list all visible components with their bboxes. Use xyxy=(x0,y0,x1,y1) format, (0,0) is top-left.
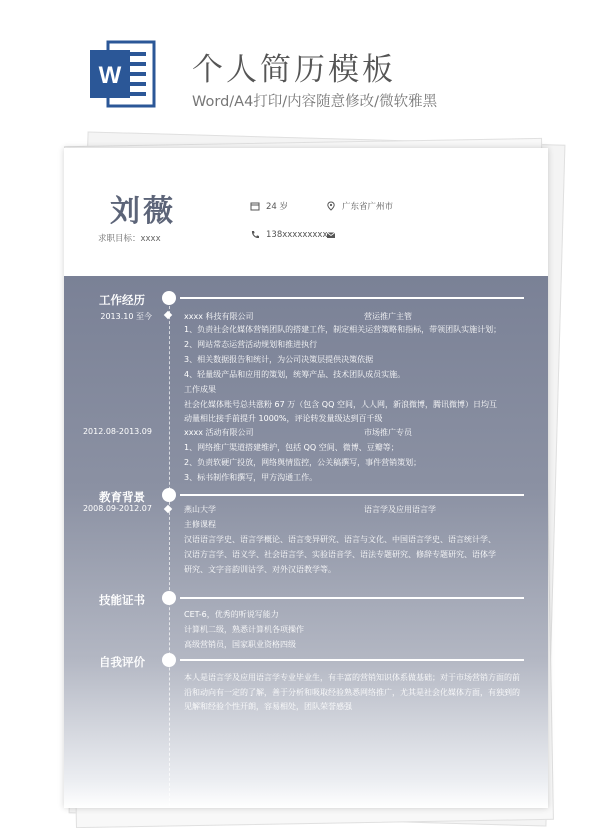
timeline-dot xyxy=(162,653,176,667)
promo-title: 个人简历模板 xyxy=(192,52,396,88)
company-name: xxxx 科技有限公司 xyxy=(184,312,254,321)
job-detail-line: 工作成果 xyxy=(184,385,216,394)
section-work xyxy=(64,292,548,306)
education-line: 汉语语言学史、语言学概论、语言变异研究、语言与文化、中国语言学史、语言统计学、 xyxy=(184,535,496,544)
job-detail-line: 动量相比接手前提升 1000%，评论转发量级达到百千级 xyxy=(184,414,383,423)
education-line: 主修课程 xyxy=(184,520,216,529)
section-divider xyxy=(180,659,524,661)
timeline-marker xyxy=(164,311,172,319)
calendar-icon xyxy=(250,201,260,211)
mail-icon xyxy=(326,230,336,240)
timeline-line xyxy=(169,296,170,806)
job-detail-line: 2、负责软硬广投放，网络舆情监控，公关稿撰写，事件营销策划； xyxy=(184,458,422,467)
resume-body xyxy=(64,276,548,808)
skill-line: 高级营销员，国家职业资格四级 xyxy=(184,640,296,649)
skill-line: 计算机二级，熟悉计算机各项操作 xyxy=(184,625,304,634)
phone-icon xyxy=(250,230,260,240)
job-detail-line: 1、负责社会化媒体营销团队的搭建工作，制定相关运营策略和指标，带领团队实施计划； xyxy=(184,325,502,334)
company-name: xxxx 活动有限公司 xyxy=(184,428,254,437)
phone-value: 138xxxxxxxxx xyxy=(266,230,328,240)
self-evaluation-text: 本人是语言学及应用语言学专业毕业生，有丰富的营销知识体系做基础；对于市场营销方面的前沿和动向有一定的了解，善于分析和吸取经验熟悉网络推广，尤其是社会化媒体方面，有独到的见解和经验个性开朗，容易相处，团队荣誉感强 xyxy=(184,673,520,711)
education-date: 2008.09-2012.07 xyxy=(82,504,152,513)
job-role: 市场推广专员 xyxy=(364,428,412,437)
timeline-marker xyxy=(164,505,172,513)
section-title: 工作经历 xyxy=(99,293,145,307)
phone-field xyxy=(250,230,328,240)
job-date: 2013.10 至今 xyxy=(100,312,152,321)
job-detail-line: 社会化媒体账号总共涨粉 67 万（包含 QQ 空间，人人网，新浪微博，腾讯微博）日均互 xyxy=(184,400,497,409)
section-divider xyxy=(180,494,524,496)
email-field xyxy=(326,230,342,240)
education-line: 研究、文字音韵训诂学、对外汉语教学等。 xyxy=(184,565,336,574)
school-name: 燕山大学 xyxy=(184,505,216,514)
promo-subtitle: Word/A4打印/内容随意修改/微软雅黑 xyxy=(192,94,438,110)
skill-line: CET-6，优秀的听说写能力 xyxy=(184,610,279,619)
job-date: 2012.08-2013.09 xyxy=(82,427,152,436)
job-detail-line: 3、标书制作和撰写，甲方沟通工作。 xyxy=(184,473,318,482)
job-detail-line: 1、网络推广渠道搭建维护，包括 QQ 空间、微博、豆瓣等； xyxy=(184,443,399,452)
location-value: 广东省广州市 xyxy=(342,202,394,212)
resume-name: 刘薇 xyxy=(110,194,176,229)
section-divider xyxy=(180,297,524,299)
section-title: 教育背景 xyxy=(99,490,145,504)
section-self-evaluation xyxy=(64,654,548,668)
major-name: 语言学及应用语言学 xyxy=(364,505,436,514)
age-field xyxy=(250,200,288,212)
word-icon xyxy=(88,38,160,110)
timeline-dot xyxy=(162,488,176,502)
section-education xyxy=(64,489,548,503)
section-divider xyxy=(180,597,524,599)
job-target: 求职目标：xxxx xyxy=(98,234,161,244)
job-detail-line: 4、轻量级产品和应用的策划，统筹产品、技术团队成员实施。 xyxy=(184,370,406,379)
location-field xyxy=(326,200,393,212)
section-title: 技能证书 xyxy=(99,593,145,607)
job-detail-line: 3、相关数据报告和统计，为公司决策层提供决策依据 xyxy=(184,355,374,364)
section-skills xyxy=(64,592,548,606)
job-role: 营运推广主管 xyxy=(364,312,412,321)
timeline-dot xyxy=(162,591,176,605)
svg-text:W: W xyxy=(98,62,122,89)
education-line: 汉语方言学、语义学、社会语言学、实验语音学、语法专题研究、修辞专题研究、语体学 xyxy=(184,550,496,559)
location-pin-icon xyxy=(326,201,336,211)
age-value: 24 岁 xyxy=(266,202,289,212)
timeline-dot xyxy=(162,291,176,305)
section-title: 自我评价 xyxy=(99,655,145,669)
resume-sheet xyxy=(64,148,548,808)
job-detail-line: 2、网站常态运营活动规划和推进执行 xyxy=(184,340,318,349)
